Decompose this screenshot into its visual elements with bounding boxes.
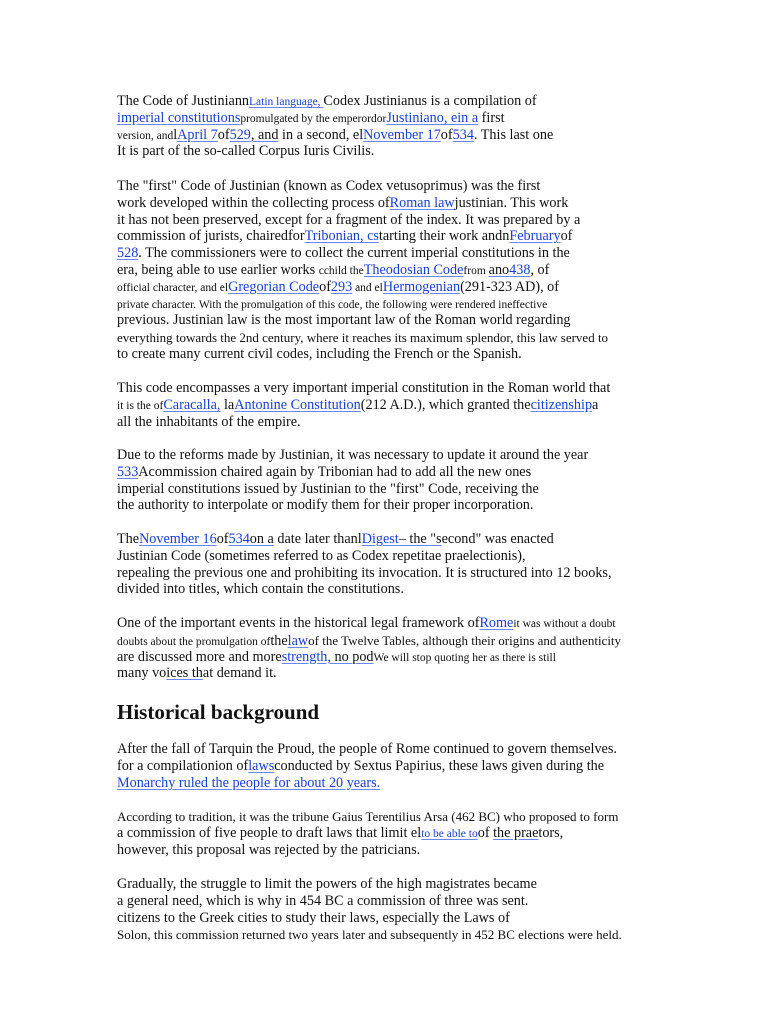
paragraph-line	[117, 414, 728, 431]
paragraph-line	[117, 893, 728, 910]
text-run: ices th	[166, 665, 203, 682]
text-run: , and	[250, 126, 279, 143]
text-run: divided into titles, which contain the constitutions.	[117, 581, 404, 598]
text-run: it has not been preserved, except for a fragment of the index. It was prepared by a	[117, 211, 581, 228]
text-run: and el	[352, 281, 383, 294]
inline-link[interactable]: uled the people for about 20 years.	[183, 774, 381, 791]
text-run: a commission of five people to draft laws that limit el	[117, 824, 422, 841]
paragraph-line	[117, 212, 728, 229]
paragraph-line	[117, 808, 728, 825]
text-run: of	[217, 126, 230, 143]
text-run: doubts about the promulgation of	[117, 635, 271, 648]
paragraph-line	[117, 380, 728, 397]
text-run: (212 A.D.), which granted the	[360, 396, 531, 413]
paragraph-line	[117, 245, 728, 262]
text-run: date later than	[273, 531, 358, 547]
text-run: the	[270, 632, 288, 649]
text-run: Codex	[323, 93, 361, 109]
text-run: of	[319, 278, 331, 295]
text-run: – the "s	[398, 531, 442, 547]
text-run: Justinianus is a compilation of	[360, 93, 537, 109]
inline-link[interactable]: February	[509, 228, 561, 245]
paragraph-line	[117, 497, 728, 514]
text-run: child the	[323, 265, 364, 277]
text-run: After the fall of Tarquin the Proud, the people of Rome continued to govern themselves.	[117, 741, 617, 757]
paragraph-line	[117, 842, 728, 859]
text-run: Acommission chaired again by Tribonian had to add all the new ones	[138, 463, 532, 480]
text-run: tarting their work andn	[378, 228, 510, 245]
inline-link[interactable]: laws	[248, 757, 275, 774]
text-run: Justinian Code (sometimes referred to as Codex repetitae praelectionis),	[117, 547, 526, 564]
paragraph-line	[117, 397, 728, 414]
paragraph-line	[117, 464, 728, 481]
inline-link[interactable]: 533	[117, 463, 139, 480]
inline-link[interactable]: April 7	[177, 126, 218, 143]
text-run: dor	[370, 112, 387, 125]
inline-link[interactable]: Theodosian Code	[363, 262, 464, 278]
inline-link[interactable]: imperial constitutions	[117, 109, 241, 126]
text-run: The Code of Justiniann	[117, 93, 250, 109]
text-run: of	[560, 228, 573, 245]
paragraph-line	[117, 262, 728, 279]
paragraph-line	[117, 329, 728, 346]
text-run: ano	[488, 262, 510, 278]
inline-link[interactable]: 529	[229, 126, 251, 143]
text-run: l	[173, 126, 178, 143]
paragraph-line	[117, 581, 728, 598]
paragraph-line	[117, 312, 728, 329]
paragraph-line	[117, 531, 728, 548]
text-run: According to tradition, it was the tribune Gaius Terentilius Arsa (462 BC) who proposed to form	[117, 809, 619, 824]
paragraph-line	[117, 632, 728, 649]
inline-link[interactable]: Latin language,	[249, 96, 324, 108]
text-run: justinian. This work	[454, 194, 569, 211]
text-run: version, and	[117, 129, 174, 142]
text-run: citizens to the Greek cities to study their laws, especially the Laws of	[117, 909, 510, 926]
text-run: la	[220, 396, 235, 413]
text-run: Due to the reforms made by Justinian, it was necessary to update it around the year	[117, 447, 589, 463]
text-run: . The commissioners were to collect the current imperial constitutions in the	[138, 245, 570, 262]
text-run: Gradually, the struggle to limit the powers of the high magistrates became	[117, 876, 537, 892]
text-run: it is the of	[117, 399, 164, 412]
text-run: to create many current civil codes, including the French or the Spanish.	[117, 346, 522, 362]
inline-link[interactable]: citizenship	[530, 396, 593, 413]
text-run: of	[216, 531, 229, 547]
inline-link[interactable]: Justiniano, ein a	[386, 109, 479, 126]
text-run: l	[357, 531, 362, 547]
paragraph-line	[117, 110, 728, 127]
text-run: private character. With the promulgation of this code, the following were rendered ineffective	[117, 298, 548, 311]
paragraph-line	[117, 926, 728, 943]
text-run: the authority to interpolate or modify them for their proper incorporation.	[117, 497, 534, 514]
text-run: This code encompasses a very important imperial constitution in the Roman world that	[117, 380, 611, 396]
inline-link[interactable]: Roman law	[389, 194, 455, 211]
text-run: , of	[530, 262, 550, 278]
text-run: era, being able to use earlier works	[117, 262, 319, 278]
text-run: all the inhabitants of the empire.	[117, 413, 301, 430]
text-run: on a	[249, 531, 274, 547]
text-run: however, this proposal was rejected by the patricians.	[117, 841, 421, 858]
text-run: imperial constitutions issued by Justinian to the "first" Code, receiving the	[117, 480, 539, 497]
text-run: work developed within the collecting process of	[117, 194, 390, 211]
text-run: The "first" Code of Justinian (known as Codex vetusoprimus) was the first	[117, 178, 541, 194]
text-run: tors,	[538, 824, 564, 841]
paragraph-line	[117, 346, 728, 363]
text-run: no pod	[334, 648, 374, 665]
section-heading: Historical background	[117, 700, 320, 724]
paragraph-line	[117, 548, 728, 565]
inline-link[interactable]: November 16	[139, 531, 217, 547]
inline-link[interactable]: Tribonian, cs	[304, 228, 379, 245]
paragraph-line	[117, 825, 728, 842]
paragraph-line	[117, 143, 728, 160]
paragraph-line	[117, 296, 728, 313]
text-run: repealing the previous one and prohibiting its invocation. It is structured into 12 books,	[117, 564, 612, 581]
text-run: previous. Justinian law is the most important law of the Roman world regarding	[117, 312, 571, 329]
paragraph-line	[117, 758, 728, 775]
paragraph-line	[117, 279, 728, 296]
paragraph-line	[117, 93, 728, 110]
inline-link[interactable]: Caracalla,	[163, 396, 221, 413]
paragraph-line	[117, 178, 728, 195]
inline-link[interactable]: Rome	[479, 615, 514, 631]
text-run: One of the important events in the historical legal framework of	[117, 615, 480, 631]
inline-link[interactable]: 528	[117, 245, 139, 262]
paragraph-line	[117, 741, 728, 758]
text-run: of the Twelve Tables, although their origins and authenticity	[308, 632, 622, 648]
paragraph-line	[117, 481, 728, 498]
text-run: We will stop quoting her as there is still	[373, 651, 556, 664]
text-run: in a second, el	[278, 126, 364, 143]
inline-link[interactable]: 293	[330, 278, 353, 295]
inline-link[interactable]: law	[287, 632, 309, 649]
inline-link[interactable]: Antonine Constitution	[234, 396, 361, 413]
inline-link[interactable]: 534	[228, 531, 250, 547]
text-run: c	[318, 265, 324, 277]
inline-link[interactable]: Gregorian Code	[228, 278, 320, 295]
text-run: are discussed more and more	[117, 648, 282, 665]
text-run: the prae	[493, 824, 539, 841]
text-run: promulgated by the emperor	[240, 112, 371, 125]
paragraph-line	[117, 665, 728, 682]
text-run: econd" was enacted	[441, 531, 554, 547]
text-run: many vo	[117, 665, 167, 682]
paragraph-line	[117, 195, 728, 212]
paragraph-line	[117, 228, 728, 245]
text-run: (291-323 AD), of	[460, 278, 559, 295]
text-run: official character, and el	[117, 281, 229, 294]
text-run: The	[117, 531, 140, 547]
inline-link[interactable]: 534	[452, 126, 474, 143]
paragraph-line	[117, 649, 728, 666]
text-run: it was without a doubt	[513, 618, 616, 630]
text-run: commission of jurists, chairedfor	[117, 228, 305, 245]
text-run: Solon, this commission returned two years later and subsequently in 452 BC elections were held.	[117, 927, 622, 943]
paragraph-line	[117, 876, 728, 893]
text-run: first	[478, 109, 505, 126]
inline-link[interactable]: November 17	[363, 126, 441, 143]
text-run: everything towards the 2nd century, where it reaches its maximum splendor, this law served to	[117, 330, 609, 346]
text-run: a	[592, 396, 599, 413]
text-run: of	[477, 824, 494, 841]
text-run: for a compilationion of	[117, 757, 249, 774]
text-run: of	[440, 126, 453, 143]
paragraph-line	[117, 447, 728, 464]
text-run: . This last one	[473, 126, 554, 143]
paragraph-line	[117, 127, 728, 144]
paragraph-line	[117, 615, 728, 632]
text-run: at demand it.	[202, 665, 277, 682]
inline-link[interactable]: 438	[509, 262, 531, 278]
text-run: from	[463, 265, 489, 277]
paragraph-line	[117, 775, 728, 792]
inline-link[interactable]: Monarchy r	[117, 774, 184, 791]
text-run: conducted by Sextus Papirius, these laws given during the	[274, 757, 605, 774]
paragraph-line	[117, 565, 728, 582]
inline-link[interactable]: Hermogenian	[382, 278, 461, 295]
inline-link[interactable]: strength,	[281, 648, 335, 665]
text-run: a general need, which is why in 454 BC a commission of three was sent.	[117, 892, 529, 909]
text-run: It is part of the so-called Corpus Iuris Civilis.	[117, 143, 375, 160]
paragraph-line	[117, 910, 728, 927]
inline-link[interactable]: to be able to	[421, 827, 478, 840]
inline-link[interactable]: Digest	[361, 531, 399, 547]
